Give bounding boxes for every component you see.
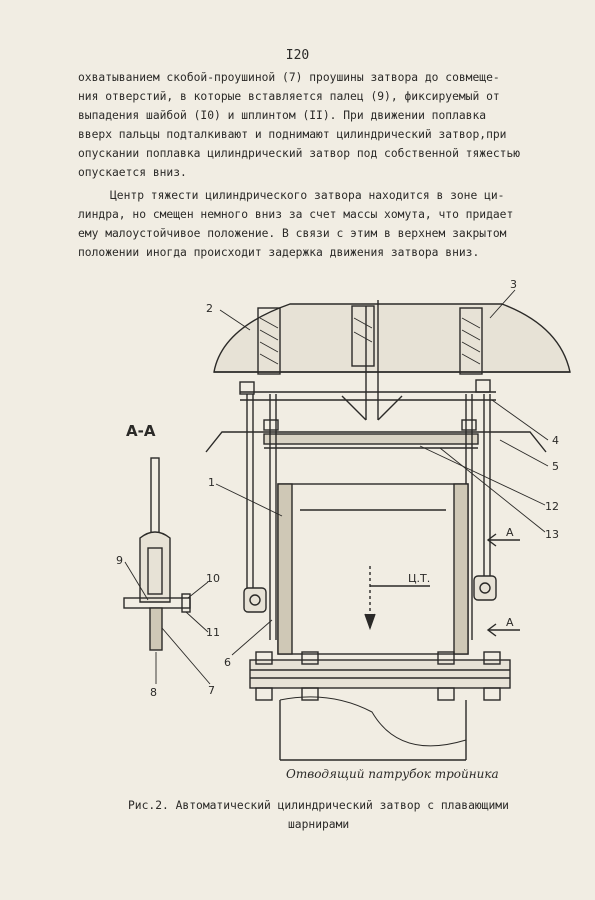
clamp-flange <box>250 660 510 688</box>
text-line: линдра, но смещен немного вниз за счет массы хомута, что придает <box>78 208 514 221</box>
text-line: положении иногда происходит задержка движения затвора вниз. <box>78 246 480 259</box>
text-line: ния отверстий, в которые вставляется палец (9), фиксируемый от <box>78 90 500 103</box>
section-mark-bottom: А <box>506 616 514 629</box>
text-line: опускании поплавка цилиндрический затвор под собственной тяжестью <box>78 147 521 160</box>
center-of-gravity-label: Ц.Т. <box>408 572 431 585</box>
section-title: А-А <box>126 422 156 440</box>
text-line: ему малоустойчивое положение. В связи с этим в верхнем закрытом <box>78 227 507 240</box>
label-12: 12 <box>545 500 559 513</box>
text-line: выпадения шайбой (I0) и шплинтом (II). При движении поплавка <box>78 109 487 122</box>
page-number: I20 <box>285 48 310 63</box>
label-2: 2 <box>206 302 213 315</box>
text-line: охватыванием скобой-проушиной (7) проушины затвора до совмеще- <box>78 71 500 84</box>
text-line: опускается вниз. <box>78 166 187 179</box>
section-mark-top: А <box>506 526 514 539</box>
label-7: 7 <box>208 684 215 697</box>
float-dome <box>214 304 570 372</box>
hinge-bracket <box>140 532 170 602</box>
caption-line: Рис.2. Автоматический цилиндрический затвор с плавающими <box>128 799 509 812</box>
label-4: 4 <box>552 434 559 447</box>
section-rod <box>151 458 159 538</box>
label-10: 10 <box>206 572 220 585</box>
caption-line: шарнирами <box>288 818 350 831</box>
outlet-label: Отводящий патрубок тройника <box>286 767 499 781</box>
figure-caption <box>128 796 578 834</box>
text-line: Центр тяжести цилиндрического затвора находится в зоне ци- <box>110 189 505 202</box>
label-1: 1 <box>208 476 215 489</box>
label-5: 5 <box>552 460 559 473</box>
label-6: 6 <box>224 656 231 669</box>
text-line: вверх пальцы подталкивают и поднимают цилиндрический затвор,при <box>78 128 507 141</box>
label-11: 11 <box>206 626 220 639</box>
label-9: 9 <box>116 554 123 567</box>
label-8: 8 <box>150 686 157 699</box>
label-13: 13 <box>545 528 559 541</box>
label-3: 3 <box>510 278 517 291</box>
